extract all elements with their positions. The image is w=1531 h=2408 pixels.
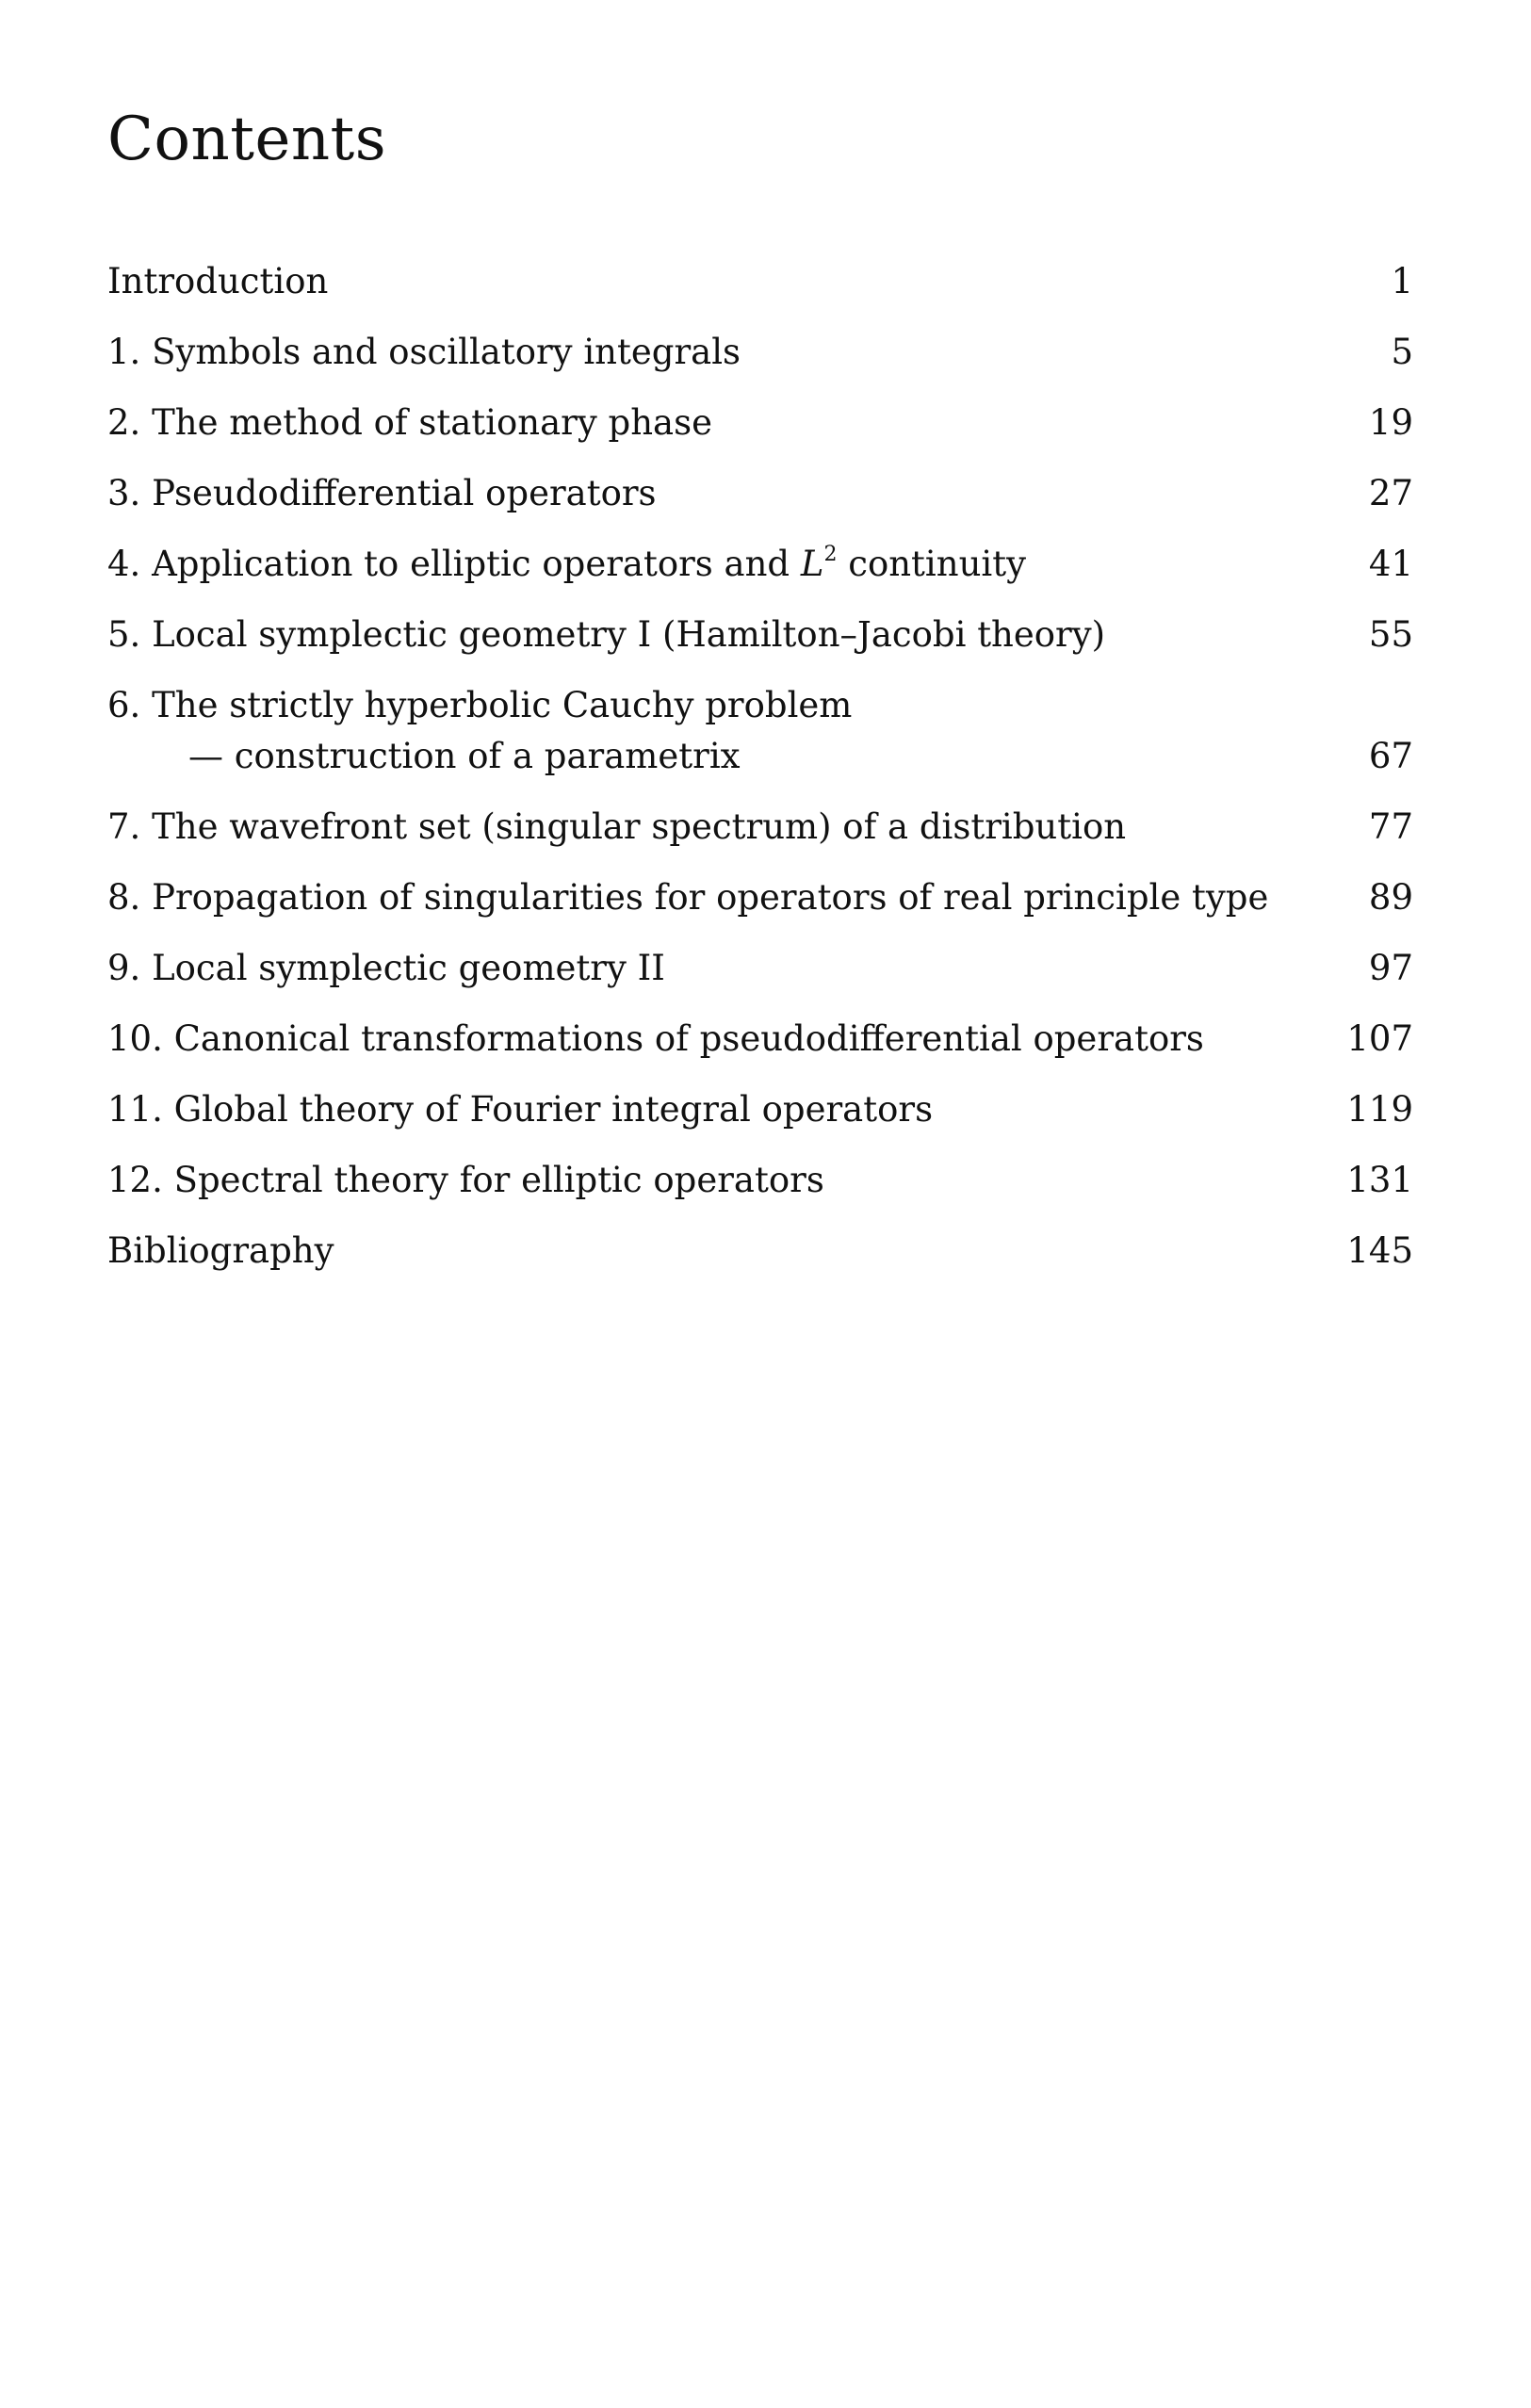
toc-entry-page: 107 (1346, 1018, 1413, 1059)
toc-entry-chapter-7 (107, 802, 1413, 853)
toc-entry-title: 6. The strictly hyperbolic Cauchy problem (107, 680, 852, 731)
toc-entry-chapter-10 (107, 1014, 1413, 1065)
toc-entry-chapter-6 (107, 680, 1413, 782)
chapter-number: 6. (107, 685, 141, 725)
toc-entry-page: 19 (1368, 402, 1413, 443)
toc-entry-introduction (107, 256, 1413, 307)
page-title: Contents (107, 105, 387, 174)
chapter-number: 10. (107, 1018, 163, 1059)
toc-entry-title: 8. Propagation of singularities for operators of real principle type (107, 872, 1268, 923)
toc-entry-title: 3. Pseudodifferential operators (107, 468, 657, 519)
superscript: 2 (823, 543, 838, 566)
toc-entry-title: 2. The method of stationary phase (107, 398, 712, 448)
toc-entry-page: 145 (1346, 1230, 1413, 1271)
chapter-number: 1. (107, 332, 141, 372)
chapter-number: 9. (107, 948, 141, 988)
toc-entry-page: 119 (1346, 1089, 1413, 1130)
toc-entry-page: 77 (1368, 806, 1413, 847)
toc-entry-chapter-3 (107, 468, 1413, 519)
table-of-contents (107, 256, 1413, 1296)
toc-entry-page: 41 (1368, 544, 1413, 584)
toc-entry-title: 5. Local symplectic geometry I (Hamilton–Jacobi theory) (107, 610, 1105, 660)
toc-entry-chapter-2 (107, 398, 1413, 448)
chapter-number: 2. (107, 402, 141, 443)
toc-entry-title: 7. The wavefront set (singular spectrum) of a distribution (107, 802, 1126, 853)
toc-entry-page: 131 (1346, 1160, 1413, 1200)
toc-entry-title: 1. Symbols and oscillatory integrals (107, 327, 741, 378)
chapter-number: 4. (107, 544, 141, 584)
toc-entry-chapter-5 (107, 610, 1413, 660)
toc-entry-chapter-11 (107, 1084, 1413, 1135)
toc-entry-bibliography (107, 1226, 1413, 1277)
toc-entry-page: 97 (1368, 948, 1413, 988)
toc-entry-page: 1 (1391, 261, 1413, 301)
toc-entry-chapter-1 (107, 327, 1413, 378)
toc-entry-title: 12. Spectral theory for elliptic operators (107, 1155, 824, 1206)
toc-entry-chapter-4 (107, 539, 1413, 590)
toc-entry-page: 5 (1391, 332, 1413, 372)
toc-entry-chapter-9 (107, 943, 1413, 994)
chapter-number: 8. (107, 877, 141, 918)
toc-entry-title: 10. Canonical transformations of pseudodifferential operators (107, 1014, 1204, 1065)
toc-entry-page: 67 (1368, 736, 1413, 776)
toc-entry-page: 55 (1368, 614, 1413, 655)
chapter-number: 7. (107, 806, 141, 847)
toc-entry-chapter-8 (107, 872, 1413, 923)
toc-entry-page: 27 (1368, 473, 1413, 513)
toc-entry-title: 9. Local symplectic geometry II (107, 943, 665, 994)
chapter-number: 12. (107, 1160, 163, 1200)
toc-entry-chapter-12 (107, 1155, 1413, 1206)
chapter-number: 3. (107, 473, 141, 513)
toc-entry-title: Bibliography (107, 1230, 334, 1271)
toc-entry-subtitle: — construction of a parametrix (188, 736, 741, 776)
chapter-number: 5. (107, 614, 141, 655)
toc-entry-title: 4. Application to elliptic operators and $L^2$ continuity (107, 539, 1026, 590)
chapter-number: 11. (107, 1089, 163, 1130)
math-symbol: L (800, 544, 824, 584)
toc-entry-title: 11. Global theory of Fourier integral operators (107, 1084, 933, 1135)
toc-entry-page: 89 (1368, 877, 1413, 918)
toc-entry-title: Introduction (107, 261, 329, 301)
